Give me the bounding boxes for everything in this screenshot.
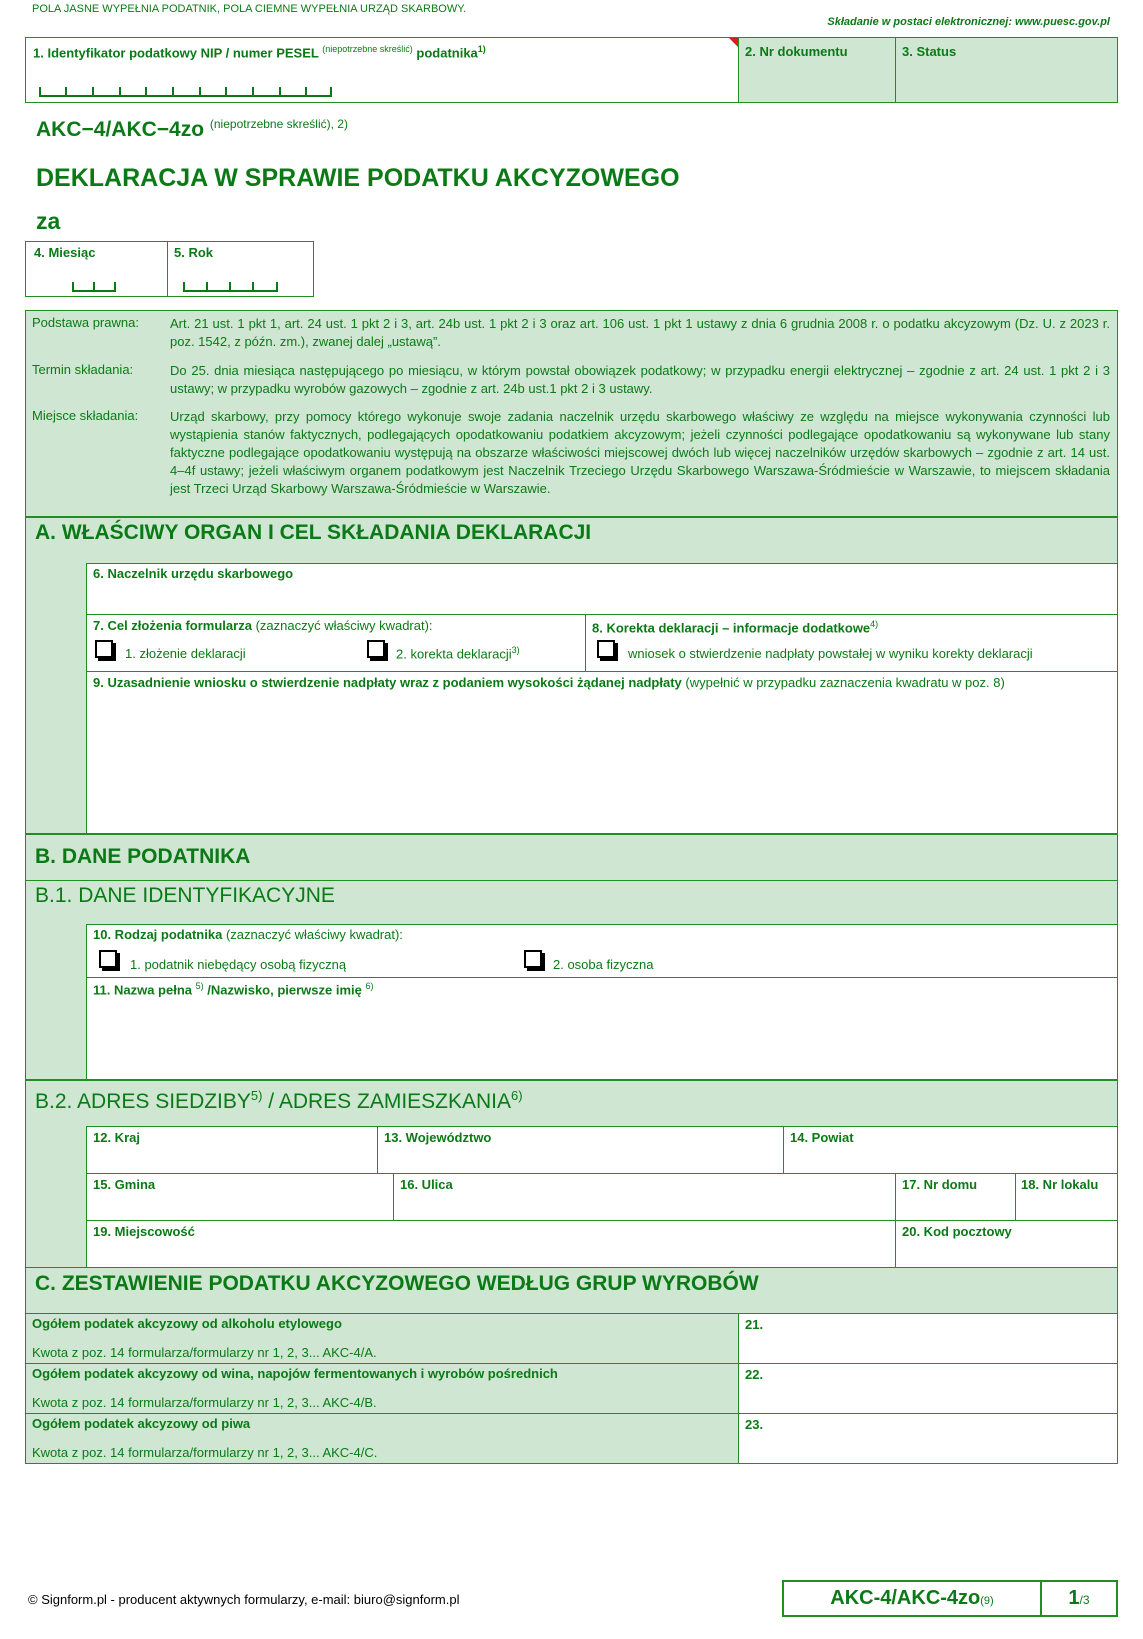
field-number: 23. <box>745 1417 764 1432</box>
submission-option-label: 1. złożenie deklaracji <box>125 646 246 661</box>
section-c <box>25 1267 1118 1314</box>
footer-page-box <box>1040 1580 1118 1617</box>
field-number: 21. <box>745 1317 764 1332</box>
street-label: 16. Ulica <box>400 1177 453 1192</box>
submission-checkbox[interactable] <box>95 640 113 658</box>
commune-field[interactable] <box>86 1173 394 1221</box>
postal-code-field[interactable] <box>895 1220 1118 1268</box>
page-title: DEKLARACJA W SPRAWIE PODATKU AKCYZOWEGO <box>36 164 680 192</box>
row-label: Ogółem podatek akcyzowy od alkoholu etylowego <box>32 1316 342 1331</box>
row-note: Kwota z poz. 14 formularza/formularzy nr 1, 2, 3... AKC-4/C. <box>32 1445 378 1460</box>
status-field <box>895 37 1118 103</box>
legal-basis-text: Art. 21 ust. 1 pkt 1, art. 24 ust. 1 pkt 2 i 3, art. 24b ust. 1 pkt 2 i 3 oraz art. 106 ust. 1 pkt 1 ustawy z dnia 6 grudnia 2008 r. o podatku akcyzowym (Dz. U. z 2023 r. poz. 1542, z późn. zm.), zwanej dalej „ustawą”. <box>170 316 1110 349</box>
overpayment-justification-field[interactable] <box>86 671 1118 834</box>
row-label: Ogółem podatek akcyzowy od wina, napojów fermentowanych i wyrobów pośrednich <box>32 1366 558 1381</box>
deadline-text: Do 25. dnia miesiąca następującego po miesiącu, w którym powstał obowiązek podatkowy; w przypadku energii elektrycznej – zgodnie z art. 24 ust. 1 pkt 2 i 3 ustawy; w przypadku wyrobów gazowych – zgodnie z art. 24b ust.1 pkt 2 i 3 ustawy. <box>170 363 1110 396</box>
wine-tax-field[interactable] <box>738 1363 1118 1414</box>
correction-info-label: 8. Korekta deklaracji – informacje dodatkowe$^{4)}$ <box>592 619 879 636</box>
form-code: AKC−4/AKC−4zo $^{(niepotrzebne skreślić), 2)}$ <box>36 117 348 141</box>
nip-pesel-label: 1. Identyfikator podatkowy NIP / numer PESEL $^{(niepotrzebne skreślić)}$ podatnika$^{1)}$ <box>33 44 486 61</box>
info-box <box>25 310 1118 517</box>
page-number: 1 <box>1068 1587 1080 1609</box>
document-number-label: 2. Nr dokumentu <box>745 44 848 59</box>
top-note: POLA JASNE WYPEŁNIA PODATNIK, POLA CIEMNE WYPEŁNIA URZĄD SKARBOWY. <box>32 3 467 15</box>
section-c-title: C. ZESTAWIENIE PODATKU AKCYZOWEGO WEDŁUG GRUP WYROBÓW <box>35 1272 759 1295</box>
full-name-label: 11. Nazwa pełna $^{5)}$ /Nazwisko, pierwsze imię $^{6)}$ <box>93 981 374 998</box>
year-ticks <box>183 282 278 292</box>
city-field[interactable] <box>86 1220 896 1268</box>
page-count: /3 <box>1079 1593 1090 1607</box>
row-note: Kwota z poz. 14 formularza/formularzy nr 1, 2, 3... AKC-4/A. <box>32 1345 377 1360</box>
non-natural-person-label: 1. podatnik niebędący osobą fizyczną <box>130 957 347 972</box>
year-label: 5. Rok <box>174 245 214 260</box>
table-row <box>25 1413 739 1464</box>
house-number-label: 17. Nr domu <box>902 1177 978 1192</box>
row-note: Kwota z poz. 14 formularza/formularzy nr 1, 2, 3... AKC-4/B. <box>32 1395 377 1410</box>
full-name-field[interactable] <box>86 977 1118 1080</box>
non-natural-person-checkbox[interactable] <box>99 950 117 968</box>
apartment-number-label: 18. Nr lokalu <box>1021 1177 1099 1192</box>
section-b <box>25 834 1118 881</box>
table-row <box>25 1363 739 1414</box>
natural-person-label: 2. osoba fizyczna <box>553 957 654 972</box>
place-text: Urząd skarbowy, przy pomocy którego wykonuje swoje zadania naczelnik urzędu skarbowego właściwy ze względu na miejsce wykonywania czynności lub wystąpienia stanów faktycznych, podlegających opodatkowaniu podatkiem akcyzowym; jeżeli czynności podlegające opodatkowaniu są wykonywane lub stany faktyczne podlegające opodatkowaniu występują na obszarze właściwości miejscowej dwóch lub więcej naczelników urzędów skarbowych – zgodnie z art. 14 ust. 4–4f ustawy; jeżeli właściwym organem podatkowym jest Naczelnik Trzeciego Urzędu Skarbowego Warszawa-Śródmieście w Warszawie, to miejscem składania jest Trzeci Urząd Skarbowy Warszawa-Śródmieście w Warszawie. <box>170 409 1110 496</box>
purpose-field <box>86 614 586 672</box>
voivodeship-label: 13. Województwo <box>384 1130 492 1145</box>
table-row <box>25 1313 739 1364</box>
correction-checkbox[interactable] <box>367 640 385 658</box>
country-label: 12. Kraj <box>93 1130 140 1145</box>
overpayment-request-checkbox[interactable] <box>597 640 615 658</box>
footer-version: (9) <box>980 1595 994 1607</box>
corner-marker <box>729 38 738 47</box>
country-field[interactable] <box>86 1126 378 1174</box>
footer-copyright: © Signform.pl - producent aktywnych formularzy, e-mail: biuro@signform.pl <box>28 1592 460 1607</box>
place-label: Miejsce składania: <box>32 408 139 423</box>
status-label: 3. Status <box>902 44 957 59</box>
taxpayer-type-field <box>86 924 1118 978</box>
purpose-label: 7. Cel złożenia formularza (zaznaczyć właściwy kwadrat): <box>93 618 433 633</box>
commune-label: 15. Gmina <box>93 1177 156 1192</box>
section-b-title: B. DANE PODATNIKA <box>35 845 251 868</box>
postal-code-label: 20. Kod pocztowy <box>902 1224 1012 1239</box>
tax-office-field[interactable] <box>86 563 1118 615</box>
footer-form-code-box <box>782 1580 1042 1617</box>
correction-option-label: 2. korekta deklaracji$^{3)}$ <box>396 645 520 662</box>
alcohol-tax-field[interactable] <box>738 1313 1118 1364</box>
month-field[interactable] <box>25 241 168 297</box>
row-label: Ogółem podatek akcyzowy od piwa <box>32 1416 251 1431</box>
overpayment-justification-label: 9. Uzasadnienie wniosku o stwierdzenie nadpłaty wraz z podaniem wysokości żądanej nadpłaty (wypełnić w przypadku zaznaczenia kwadratu w poz. 8) <box>93 675 1005 690</box>
electronic-note: Składanie w postaci elektronicznej: www.puesc.gov.pl <box>827 16 1110 28</box>
natural-person-checkbox[interactable] <box>524 950 542 968</box>
voivodeship-field[interactable] <box>377 1126 784 1174</box>
tax-office-label: 6. Naczelnik urzędu skarbowego <box>93 566 294 581</box>
taxpayer-type-label: 10. Rodzaj podatnika (zaznaczyć właściwy kwadrat): <box>93 927 403 942</box>
street-field[interactable] <box>393 1173 896 1221</box>
field-number: 22. <box>745 1367 764 1382</box>
section-a-title: A. WŁAŚCIWY ORGAN I CEL SKŁADANIA DEKLARACJI <box>35 521 592 544</box>
deadline-label: Termin składania: <box>32 362 134 377</box>
city-label: 19. Miejscowość <box>93 1224 195 1239</box>
apartment-number-field[interactable] <box>1015 1173 1118 1221</box>
section-b1-title: B.1. DANE IDENTYFIKACYJNE <box>35 884 335 907</box>
za-label: za <box>36 208 61 234</box>
beer-tax-field[interactable] <box>738 1413 1118 1464</box>
month-ticks <box>72 282 116 292</box>
nip-digit-ticks <box>39 87 332 97</box>
month-label: 4. Miesiąc <box>34 245 96 260</box>
overpayment-request-label: wniosek o stwierdzenie nadpłaty powstałej w wyniku korekty deklaracji <box>628 646 1033 661</box>
county-field[interactable] <box>783 1126 1118 1174</box>
house-number-field[interactable] <box>895 1173 1016 1221</box>
year-field[interactable] <box>167 241 314 297</box>
legal-basis-label: Podstawa prawna: <box>32 315 139 330</box>
county-label: 14. Powiat <box>790 1130 854 1145</box>
correction-info-field <box>585 614 1118 672</box>
document-number-field <box>738 37 896 103</box>
footer-form-code: AKC-4/AKC-4zo <box>830 1587 981 1609</box>
nip-pesel-field[interactable] <box>25 37 739 103</box>
section-b2-title: B.2. ADRES SIEDZIBY$^{5)}$ / ADRES ZAMIESZKANIA$^{6)}$ <box>35 1088 523 1113</box>
